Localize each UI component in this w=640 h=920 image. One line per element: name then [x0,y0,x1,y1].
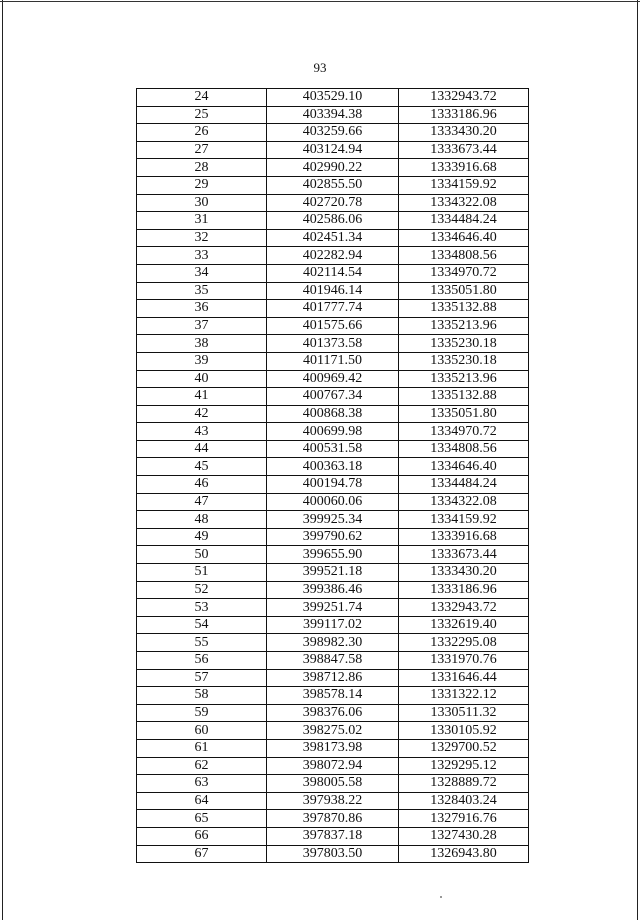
table-row [137,564,529,582]
x-coordinate-cell: 397870.86 [267,810,399,828]
point-number-cell: 63 [137,775,267,793]
x-coordinate-cell: 400531.58 [267,440,399,458]
y-coordinate-cell: 1335230.18 [399,335,529,353]
point-number-cell: 39 [137,352,267,370]
y-coordinate-cell: 1326943.80 [399,845,529,863]
point-number-cell: 57 [137,669,267,687]
x-coordinate-cell: 402114.54 [267,264,399,282]
y-coordinate-cell: 1335132.88 [399,300,529,318]
table-row [137,810,529,828]
x-coordinate-cell: 399386.46 [267,581,399,599]
point-number-cell: 28 [137,159,267,177]
x-coordinate-cell: 400699.98 [267,423,399,441]
x-coordinate-cell: 398982.30 [267,634,399,652]
table-row [137,89,529,107]
point-number-cell: 52 [137,581,267,599]
y-coordinate-cell: 1332295.08 [399,634,529,652]
point-number-cell: 55 [137,634,267,652]
x-coordinate-cell: 401171.50 [267,352,399,370]
point-number-cell: 38 [137,335,267,353]
point-number-cell: 61 [137,739,267,757]
point-number-cell: 54 [137,616,267,634]
table-row [137,159,529,177]
y-coordinate-cell: 1333916.68 [399,528,529,546]
x-coordinate-cell: 399790.62 [267,528,399,546]
point-number-cell: 48 [137,511,267,529]
y-coordinate-cell: 1329700.52 [399,739,529,757]
table-row [137,176,529,194]
x-coordinate-cell: 399925.34 [267,511,399,529]
table-row [137,845,529,863]
point-number-cell: 62 [137,757,267,775]
x-coordinate-cell: 403259.66 [267,124,399,142]
point-number-cell: 29 [137,176,267,194]
y-coordinate-cell: 1334970.72 [399,264,529,282]
x-coordinate-cell: 398072.94 [267,757,399,775]
y-coordinate-cell: 1327430.28 [399,827,529,845]
scan-speck [440,896,442,898]
y-coordinate-cell: 1332943.72 [399,599,529,617]
point-number-cell: 24 [137,89,267,107]
table-row [137,317,529,335]
table-row [137,458,529,476]
point-number-cell: 51 [137,564,267,582]
table-row [137,599,529,617]
coordinates-table [136,88,529,863]
x-coordinate-cell: 399655.90 [267,546,399,564]
point-number-cell: 43 [137,423,267,441]
table-row [137,493,529,511]
point-number-cell: 26 [137,124,267,142]
table-row [137,106,529,124]
table-row [137,141,529,159]
x-coordinate-cell: 400969.42 [267,370,399,388]
y-coordinate-cell: 1333430.20 [399,564,529,582]
point-number-cell: 42 [137,405,267,423]
x-coordinate-cell: 402282.94 [267,247,399,265]
x-coordinate-cell: 403394.38 [267,106,399,124]
table-row [137,757,529,775]
x-coordinate-cell: 398847.58 [267,652,399,670]
page-border-left [2,0,3,920]
table-row [137,687,529,705]
x-coordinate-cell: 402855.50 [267,176,399,194]
table-row [137,722,529,740]
point-number-cell: 32 [137,229,267,247]
table-row [137,827,529,845]
point-number-cell: 49 [137,528,267,546]
y-coordinate-cell: 1334484.24 [399,212,529,230]
y-coordinate-cell: 1333673.44 [399,141,529,159]
x-coordinate-cell: 398712.86 [267,669,399,687]
y-coordinate-cell: 1331646.44 [399,669,529,687]
x-coordinate-cell: 397837.18 [267,827,399,845]
table-row [137,405,529,423]
table-row [137,229,529,247]
point-number-cell: 35 [137,282,267,300]
table-row [137,440,529,458]
point-number-cell: 46 [137,476,267,494]
table-row [137,476,529,494]
point-number-cell: 30 [137,194,267,212]
y-coordinate-cell: 1333186.96 [399,581,529,599]
y-coordinate-cell: 1334159.92 [399,511,529,529]
x-coordinate-cell: 400363.18 [267,458,399,476]
x-coordinate-cell: 398578.14 [267,687,399,705]
table-row [137,511,529,529]
table-row [137,581,529,599]
point-number-cell: 37 [137,317,267,335]
y-coordinate-cell: 1332943.72 [399,89,529,107]
point-number-cell: 44 [137,440,267,458]
point-number-cell: 34 [137,264,267,282]
x-coordinate-cell: 401946.14 [267,282,399,300]
point-number-cell: 31 [137,212,267,230]
y-coordinate-cell: 1335213.96 [399,370,529,388]
y-coordinate-cell: 1333186.96 [399,106,529,124]
x-coordinate-cell: 400060.06 [267,493,399,511]
table-row [137,616,529,634]
y-coordinate-cell: 1327916.76 [399,810,529,828]
y-coordinate-cell: 1329295.12 [399,757,529,775]
x-coordinate-cell: 398173.98 [267,739,399,757]
x-coordinate-cell: 400767.34 [267,388,399,406]
table-row [137,370,529,388]
x-coordinate-cell: 403529.10 [267,89,399,107]
point-number-cell: 50 [137,546,267,564]
x-coordinate-cell: 398005.58 [267,775,399,793]
x-coordinate-cell: 398376.06 [267,704,399,722]
point-number-cell: 40 [137,370,267,388]
table-row [137,335,529,353]
y-coordinate-cell: 1333430.20 [399,124,529,142]
table-row [137,669,529,687]
y-coordinate-cell: 1332619.40 [399,616,529,634]
table-row [137,528,529,546]
y-coordinate-cell: 1335132.88 [399,388,529,406]
y-coordinate-cell: 1333916.68 [399,159,529,177]
x-coordinate-cell: 399251.74 [267,599,399,617]
x-coordinate-cell: 400868.38 [267,405,399,423]
y-coordinate-cell: 1335230.18 [399,352,529,370]
y-coordinate-cell: 1334646.40 [399,229,529,247]
x-coordinate-cell: 402586.06 [267,212,399,230]
table-row [137,739,529,757]
table-row [137,704,529,722]
point-number-cell: 66 [137,827,267,845]
table-row [137,775,529,793]
point-number-cell: 53 [137,599,267,617]
y-coordinate-cell: 1334970.72 [399,423,529,441]
point-number-cell: 67 [137,845,267,863]
point-number-cell: 36 [137,300,267,318]
x-coordinate-cell: 401777.74 [267,300,399,318]
x-coordinate-cell: 399117.02 [267,616,399,634]
x-coordinate-cell: 402990.22 [267,159,399,177]
table-row [137,194,529,212]
page-border-right [637,0,638,920]
point-number-cell: 25 [137,106,267,124]
table-row [137,423,529,441]
x-coordinate-cell: 398275.02 [267,722,399,740]
point-number-cell: 27 [137,141,267,159]
coordinates-table-body [137,89,529,863]
point-number-cell: 56 [137,652,267,670]
x-coordinate-cell: 397938.22 [267,792,399,810]
y-coordinate-cell: 1334808.56 [399,247,529,265]
y-coordinate-cell: 1335051.80 [399,282,529,300]
y-coordinate-cell: 1331970.76 [399,652,529,670]
y-coordinate-cell: 1331322.12 [399,687,529,705]
point-number-cell: 60 [137,722,267,740]
table-row [137,212,529,230]
table-row [137,634,529,652]
point-number-cell: 65 [137,810,267,828]
point-number-cell: 59 [137,704,267,722]
y-coordinate-cell: 1334322.08 [399,493,529,511]
table-row [137,247,529,265]
table-row [137,300,529,318]
y-coordinate-cell: 1333673.44 [399,546,529,564]
x-coordinate-cell: 401575.66 [267,317,399,335]
x-coordinate-cell: 402720.78 [267,194,399,212]
table-row [137,388,529,406]
y-coordinate-cell: 1334159.92 [399,176,529,194]
y-coordinate-cell: 1330105.92 [399,722,529,740]
page-number: 93 [313,60,327,75]
point-number-cell: 33 [137,247,267,265]
x-coordinate-cell: 400194.78 [267,476,399,494]
x-coordinate-cell: 402451.34 [267,229,399,247]
y-coordinate-cell: 1334808.56 [399,440,529,458]
table-row [137,124,529,142]
point-number-cell: 41 [137,388,267,406]
y-coordinate-cell: 1335213.96 [399,317,529,335]
x-coordinate-cell: 397803.50 [267,845,399,863]
x-coordinate-cell: 401373.58 [267,335,399,353]
x-coordinate-cell: 403124.94 [267,141,399,159]
point-number-cell: 47 [137,493,267,511]
y-coordinate-cell: 1328403.24 [399,792,529,810]
point-number-cell: 45 [137,458,267,476]
point-number-cell: 64 [137,792,267,810]
y-coordinate-cell: 1330511.32 [399,704,529,722]
table-row [137,652,529,670]
table-row [137,792,529,810]
table-row [137,282,529,300]
page-border-top [0,1,640,2]
y-coordinate-cell: 1335051.80 [399,405,529,423]
y-coordinate-cell: 1334322.08 [399,194,529,212]
y-coordinate-cell: 1334646.40 [399,458,529,476]
table-row [137,352,529,370]
table-row [137,546,529,564]
x-coordinate-cell: 399521.18 [267,564,399,582]
table-row [137,264,529,282]
y-coordinate-cell: 1328889.72 [399,775,529,793]
y-coordinate-cell: 1334484.24 [399,476,529,494]
point-number-cell: 58 [137,687,267,705]
